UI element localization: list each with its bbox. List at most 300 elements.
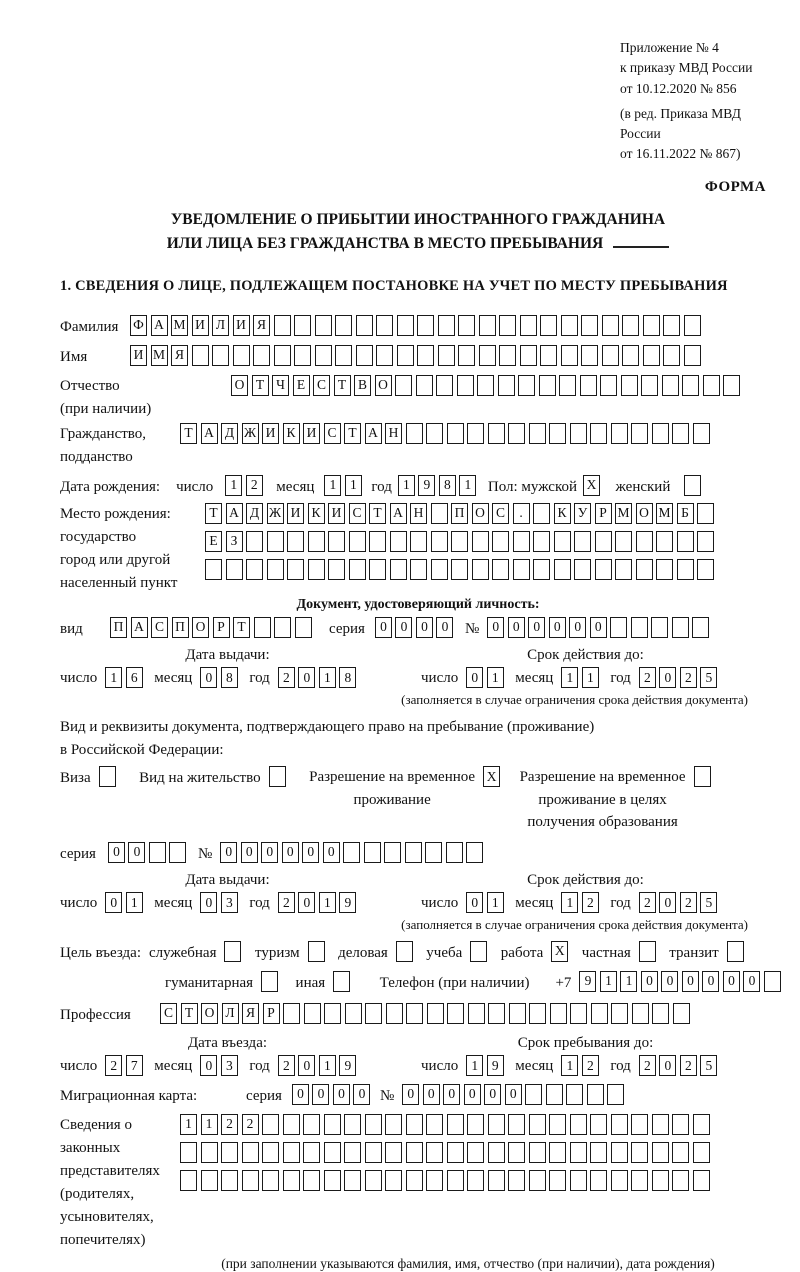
form-cell[interactable] (546, 1084, 563, 1105)
form-cell[interactable] (376, 315, 393, 336)
form-cell[interactable] (406, 1142, 423, 1163)
form-cell[interactable] (242, 1142, 259, 1163)
form-cell[interactable]: И (192, 315, 209, 336)
form-cell[interactable] (416, 375, 433, 396)
form-cell[interactable] (492, 559, 509, 580)
form-cell[interactable] (180, 1170, 197, 1191)
form-cell[interactable] (397, 315, 414, 336)
form-cell[interactable] (192, 345, 209, 366)
form-cell[interactable] (425, 842, 442, 863)
form-cell[interactable] (509, 1003, 526, 1024)
form-cell[interactable]: 0 (108, 842, 125, 863)
form-cell[interactable]: X (551, 941, 568, 962)
form-cell[interactable] (417, 345, 434, 366)
form-cell[interactable] (406, 1003, 423, 1024)
form-cell[interactable] (294, 315, 311, 336)
form-cell[interactable] (600, 375, 617, 396)
form-cell[interactable] (303, 1170, 320, 1191)
form-cell[interactable] (149, 842, 166, 863)
form-cell[interactable] (684, 315, 701, 336)
form-cell[interactable]: 0 (436, 617, 453, 638)
form-cell[interactable]: 9 (579, 971, 596, 992)
form-cell[interactable] (554, 531, 571, 552)
form-cell[interactable]: Р (263, 1003, 280, 1024)
form-cell[interactable]: Т (180, 423, 197, 444)
form-cell[interactable] (570, 423, 587, 444)
form-cell[interactable] (226, 559, 243, 580)
form-cell[interactable] (602, 345, 619, 366)
form-cell[interactable] (520, 345, 537, 366)
form-cell[interactable] (508, 423, 525, 444)
form-cell[interactable] (488, 1142, 505, 1163)
form-cell[interactable] (274, 617, 291, 638)
form-cell[interactable]: 8 (439, 475, 456, 496)
form-cell[interactable]: Н (385, 423, 402, 444)
form-cell[interactable] (692, 617, 709, 638)
form-cell[interactable] (345, 1003, 362, 1024)
form-cell[interactable] (356, 315, 373, 336)
form-cell[interactable] (529, 1142, 546, 1163)
form-cell[interactable] (406, 423, 423, 444)
form-cell[interactable]: 2 (680, 1055, 697, 1076)
form-cell[interactable] (662, 375, 679, 396)
form-cell[interactable]: 2 (221, 1114, 238, 1135)
form-cell[interactable] (540, 315, 557, 336)
form-cell[interactable]: 0 (641, 971, 658, 992)
form-cell[interactable] (447, 1142, 464, 1163)
form-cell[interactable]: 0 (569, 617, 586, 638)
form-cell[interactable]: 0 (128, 842, 145, 863)
form-cell[interactable] (492, 531, 509, 552)
form-cell[interactable] (369, 531, 386, 552)
form-cell[interactable]: 0 (682, 971, 699, 992)
form-cell[interactable] (550, 1003, 567, 1024)
form-cell[interactable]: С (324, 423, 341, 444)
form-cell[interactable] (632, 1003, 649, 1024)
form-cell[interactable] (622, 345, 639, 366)
form-cell[interactable] (561, 315, 578, 336)
form-cell[interactable]: 1 (561, 1055, 578, 1076)
form-cell[interactable] (559, 375, 576, 396)
form-cell[interactable]: О (472, 503, 489, 524)
form-cell[interactable]: 2 (242, 1114, 259, 1135)
form-cell[interactable] (426, 1170, 443, 1191)
form-cell[interactable]: Т (369, 503, 386, 524)
form-cell[interactable]: 0 (200, 667, 217, 688)
form-cell[interactable] (315, 315, 332, 336)
form-cell[interactable] (723, 375, 740, 396)
form-cell[interactable] (304, 1003, 321, 1024)
form-cell[interactable]: 0 (743, 971, 760, 992)
form-cell[interactable]: 0 (508, 617, 525, 638)
form-cell[interactable]: 1 (105, 667, 122, 688)
form-cell[interactable] (549, 423, 566, 444)
form-cell[interactable]: С (492, 503, 509, 524)
form-cell[interactable] (287, 531, 304, 552)
form-cell[interactable] (468, 1003, 485, 1024)
form-cell[interactable] (426, 1114, 443, 1135)
form-cell[interactable]: 0 (261, 842, 278, 863)
form-cell[interactable]: 1 (319, 667, 336, 688)
form-cell[interactable]: 0 (200, 892, 217, 913)
form-cell[interactable] (446, 842, 463, 863)
form-cell[interactable] (533, 559, 550, 580)
form-cell[interactable] (631, 423, 648, 444)
form-cell[interactable]: 0 (549, 617, 566, 638)
form-cell[interactable] (631, 1170, 648, 1191)
form-cell[interactable] (631, 1114, 648, 1135)
form-cell[interactable]: 5 (700, 892, 717, 913)
form-cell[interactable]: 1 (201, 1114, 218, 1135)
form-cell[interactable] (549, 1170, 566, 1191)
form-cell[interactable]: В (354, 375, 371, 396)
form-cell[interactable] (499, 315, 516, 336)
form-cell[interactable]: 1 (225, 475, 242, 496)
form-cell[interactable]: 1 (561, 892, 578, 913)
form-cell[interactable] (472, 559, 489, 580)
form-cell[interactable]: 2 (105, 1055, 122, 1076)
form-cell[interactable] (303, 1114, 320, 1135)
form-cell[interactable] (607, 1084, 624, 1105)
form-cell[interactable] (764, 971, 781, 992)
form-cell[interactable]: Д (221, 423, 238, 444)
form-cell[interactable] (224, 941, 241, 962)
form-cell[interactable] (365, 1114, 382, 1135)
form-cell[interactable]: 0 (466, 667, 483, 688)
form-cell[interactable] (427, 1003, 444, 1024)
form-cell[interactable] (611, 1142, 628, 1163)
form-cell[interactable]: Ф (130, 315, 147, 336)
form-cell[interactable]: 0 (416, 617, 433, 638)
form-cell[interactable] (324, 1003, 341, 1024)
form-cell[interactable]: 0 (333, 1084, 350, 1105)
form-cell[interactable] (283, 1142, 300, 1163)
form-cell[interactable]: Я (242, 1003, 259, 1024)
form-cell[interactable] (595, 531, 612, 552)
form-cell[interactable]: 0 (423, 1084, 440, 1105)
form-cell[interactable] (431, 559, 448, 580)
form-cell[interactable]: 0 (528, 617, 545, 638)
form-cell[interactable] (615, 531, 632, 552)
form-cell[interactable]: . (513, 503, 530, 524)
form-cell[interactable] (656, 531, 673, 552)
form-cell[interactable] (426, 1142, 443, 1163)
form-cell[interactable]: С (349, 503, 366, 524)
form-cell[interactable]: Б (677, 503, 694, 524)
form-cell[interactable] (458, 345, 475, 366)
form-cell[interactable] (364, 842, 381, 863)
form-cell[interactable]: Л (212, 315, 229, 336)
form-cell[interactable]: М (171, 315, 188, 336)
form-cell[interactable] (498, 375, 515, 396)
form-cell[interactable]: 0 (298, 892, 315, 913)
form-cell[interactable] (324, 1142, 341, 1163)
form-cell[interactable] (335, 315, 352, 336)
form-cell[interactable]: Д (246, 503, 263, 524)
form-cell[interactable]: 9 (487, 1055, 504, 1076)
form-cell[interactable]: 1 (600, 971, 617, 992)
form-cell[interactable] (554, 559, 571, 580)
form-cell[interactable] (457, 375, 474, 396)
form-cell[interactable] (615, 559, 632, 580)
form-cell[interactable]: А (365, 423, 382, 444)
form-cell[interactable] (246, 559, 263, 580)
form-cell[interactable] (488, 1170, 505, 1191)
form-cell[interactable] (643, 345, 660, 366)
form-cell[interactable] (595, 559, 612, 580)
form-cell[interactable] (246, 531, 263, 552)
form-cell[interactable] (436, 375, 453, 396)
form-cell[interactable] (262, 1170, 279, 1191)
form-cell[interactable] (356, 345, 373, 366)
form-cell[interactable]: М (656, 503, 673, 524)
form-cell[interactable] (570, 1114, 587, 1135)
form-cell[interactable] (99, 766, 116, 787)
form-cell[interactable] (283, 1170, 300, 1191)
form-cell[interactable]: Т (233, 617, 250, 638)
form-cell[interactable]: 9 (339, 1055, 356, 1076)
form-cell[interactable]: 0 (375, 617, 392, 638)
form-cell[interactable] (672, 1170, 689, 1191)
form-cell[interactable]: 5 (700, 1055, 717, 1076)
form-cell[interactable]: 2 (278, 1055, 295, 1076)
form-cell[interactable] (274, 345, 291, 366)
form-cell[interactable] (283, 1003, 300, 1024)
form-cell[interactable] (405, 842, 422, 863)
form-cell[interactable]: О (636, 503, 653, 524)
form-cell[interactable]: А (390, 503, 407, 524)
form-cell[interactable] (570, 1170, 587, 1191)
form-cell[interactable]: 1 (345, 475, 362, 496)
form-cell[interactable] (590, 423, 607, 444)
form-cell[interactable]: 0 (487, 617, 504, 638)
form-cell[interactable] (221, 1170, 238, 1191)
form-cell[interactable] (631, 617, 648, 638)
form-cell[interactable] (540, 345, 557, 366)
form-cell[interactable]: И (328, 503, 345, 524)
form-cell[interactable]: 1 (487, 667, 504, 688)
form-cell[interactable] (508, 1114, 525, 1135)
form-cell[interactable]: Н (410, 503, 427, 524)
form-cell[interactable] (261, 971, 278, 992)
form-cell[interactable]: 0 (395, 617, 412, 638)
form-cell[interactable] (466, 842, 483, 863)
form-cell[interactable]: 0 (659, 892, 676, 913)
form-cell[interactable]: 1 (620, 971, 637, 992)
form-cell[interactable]: 7 (126, 1055, 143, 1076)
form-cell[interactable]: М (151, 345, 168, 366)
form-cell[interactable] (610, 617, 627, 638)
form-cell[interactable]: 1 (561, 667, 578, 688)
form-cell[interactable]: Т (181, 1003, 198, 1024)
form-cell[interactable] (386, 1003, 403, 1024)
form-cell[interactable] (693, 1114, 710, 1135)
form-cell[interactable]: 0 (323, 842, 340, 863)
form-cell[interactable] (201, 1170, 218, 1191)
form-cell[interactable] (369, 559, 386, 580)
form-cell[interactable]: 0 (723, 971, 740, 992)
form-cell[interactable]: 3 (221, 892, 238, 913)
form-cell[interactable] (703, 375, 720, 396)
form-cell[interactable] (697, 503, 714, 524)
form-cell[interactable] (533, 503, 550, 524)
form-cell[interactable]: 0 (661, 971, 678, 992)
form-cell[interactable]: Я (171, 345, 188, 366)
form-cell[interactable] (697, 531, 714, 552)
form-cell[interactable] (406, 1114, 423, 1135)
form-cell[interactable] (611, 1114, 628, 1135)
form-cell[interactable] (652, 423, 669, 444)
form-cell[interactable]: Ч (272, 375, 289, 396)
form-cell[interactable] (663, 345, 680, 366)
form-cell[interactable] (693, 1142, 710, 1163)
form-cell[interactable] (561, 345, 578, 366)
form-cell[interactable] (262, 1142, 279, 1163)
form-cell[interactable]: 0 (298, 1055, 315, 1076)
form-cell[interactable] (385, 1170, 402, 1191)
form-cell[interactable]: 0 (505, 1084, 522, 1105)
form-cell[interactable] (269, 766, 286, 787)
form-cell[interactable] (447, 1170, 464, 1191)
form-cell[interactable] (324, 1114, 341, 1135)
form-cell[interactable] (349, 531, 366, 552)
form-cell[interactable]: 0 (484, 1084, 501, 1105)
form-cell[interactable] (283, 1114, 300, 1135)
form-cell[interactable]: 0 (353, 1084, 370, 1105)
form-cell[interactable] (308, 531, 325, 552)
form-cell[interactable]: О (192, 617, 209, 638)
form-cell[interactable]: 1 (126, 892, 143, 913)
form-cell[interactable]: 1 (180, 1114, 197, 1135)
form-cell[interactable] (335, 345, 352, 366)
form-cell[interactable] (201, 1142, 218, 1163)
form-cell[interactable] (343, 842, 360, 863)
form-cell[interactable] (508, 1142, 525, 1163)
form-cell[interactable]: С (151, 617, 168, 638)
form-cell[interactable]: 8 (339, 667, 356, 688)
form-cell[interactable] (205, 559, 222, 580)
form-cell[interactable] (447, 1003, 464, 1024)
form-cell[interactable] (682, 375, 699, 396)
form-cell[interactable] (390, 531, 407, 552)
form-cell[interactable] (385, 1114, 402, 1135)
form-cell[interactable]: 1 (398, 475, 415, 496)
form-cell[interactable]: 0 (312, 1084, 329, 1105)
form-cell[interactable]: 9 (339, 892, 356, 913)
form-cell[interactable] (602, 315, 619, 336)
form-cell[interactable] (376, 345, 393, 366)
form-cell[interactable]: 0 (590, 617, 607, 638)
form-cell[interactable]: 0 (659, 1055, 676, 1076)
form-cell[interactable]: П (172, 617, 189, 638)
form-cell[interactable]: Ж (242, 423, 259, 444)
form-cell[interactable]: 8 (221, 667, 238, 688)
form-cell[interactable] (631, 1142, 648, 1163)
form-cell[interactable]: 2 (639, 1055, 656, 1076)
form-cell[interactable] (328, 559, 345, 580)
form-cell[interactable]: Я (253, 315, 270, 336)
form-cell[interactable]: 2 (582, 892, 599, 913)
form-cell[interactable] (636, 531, 653, 552)
form-cell[interactable]: 0 (292, 1084, 309, 1105)
form-cell[interactable] (591, 1003, 608, 1024)
form-cell[interactable]: 0 (702, 971, 719, 992)
form-cell[interactable]: 2 (278, 892, 295, 913)
form-cell[interactable] (533, 531, 550, 552)
form-cell[interactable] (287, 559, 304, 580)
form-cell[interactable] (431, 531, 448, 552)
form-cell[interactable] (587, 1084, 604, 1105)
form-cell[interactable] (549, 1142, 566, 1163)
form-cell[interactable] (570, 1003, 587, 1024)
form-cell[interactable]: С (160, 1003, 177, 1024)
form-cell[interactable] (479, 315, 496, 336)
form-cell[interactable] (636, 559, 653, 580)
form-cell[interactable]: А (201, 423, 218, 444)
form-cell[interactable]: Л (222, 1003, 239, 1024)
form-cell[interactable] (479, 345, 496, 366)
form-cell[interactable]: 9 (418, 475, 435, 496)
form-cell[interactable] (574, 531, 591, 552)
form-cell[interactable] (651, 617, 668, 638)
form-cell[interactable] (324, 1170, 341, 1191)
form-cell[interactable]: А (131, 617, 148, 638)
form-cell[interactable] (693, 423, 710, 444)
form-cell[interactable] (520, 315, 537, 336)
form-cell[interactable]: 0 (282, 842, 299, 863)
form-cell[interactable]: Т (334, 375, 351, 396)
form-cell[interactable]: О (375, 375, 392, 396)
form-cell[interactable] (590, 1142, 607, 1163)
form-cell[interactable] (672, 617, 689, 638)
form-cell[interactable]: К (308, 503, 325, 524)
form-cell[interactable]: И (303, 423, 320, 444)
form-cell[interactable] (672, 1114, 689, 1135)
form-cell[interactable]: 0 (443, 1084, 460, 1105)
form-cell[interactable] (470, 941, 487, 962)
form-cell[interactable]: Е (205, 531, 222, 552)
form-cell[interactable]: 1 (459, 475, 476, 496)
form-cell[interactable]: 5 (700, 667, 717, 688)
form-cell[interactable]: 1 (466, 1055, 483, 1076)
form-cell[interactable] (590, 1114, 607, 1135)
form-cell[interactable] (652, 1142, 669, 1163)
form-cell[interactable] (513, 531, 530, 552)
form-cell[interactable] (254, 617, 271, 638)
form-cell[interactable] (262, 1114, 279, 1135)
form-cell[interactable]: А (226, 503, 243, 524)
form-cell[interactable] (365, 1170, 382, 1191)
form-cell[interactable]: 0 (464, 1084, 481, 1105)
form-cell[interactable]: Т (205, 503, 222, 524)
form-cell[interactable] (169, 842, 186, 863)
form-cell[interactable]: X (483, 766, 500, 787)
form-cell[interactable] (513, 559, 530, 580)
form-cell[interactable] (295, 617, 312, 638)
form-cell[interactable] (253, 345, 270, 366)
form-cell[interactable] (410, 531, 427, 552)
form-cell[interactable] (694, 766, 711, 787)
form-cell[interactable]: И (233, 315, 250, 336)
form-cell[interactable] (242, 1170, 259, 1191)
form-cell[interactable] (438, 315, 455, 336)
form-cell[interactable]: 1 (582, 667, 599, 688)
form-cell[interactable]: К (283, 423, 300, 444)
form-cell[interactable] (529, 1170, 546, 1191)
form-cell[interactable] (697, 559, 714, 580)
form-cell[interactable]: 0 (105, 892, 122, 913)
form-cell[interactable] (438, 345, 455, 366)
